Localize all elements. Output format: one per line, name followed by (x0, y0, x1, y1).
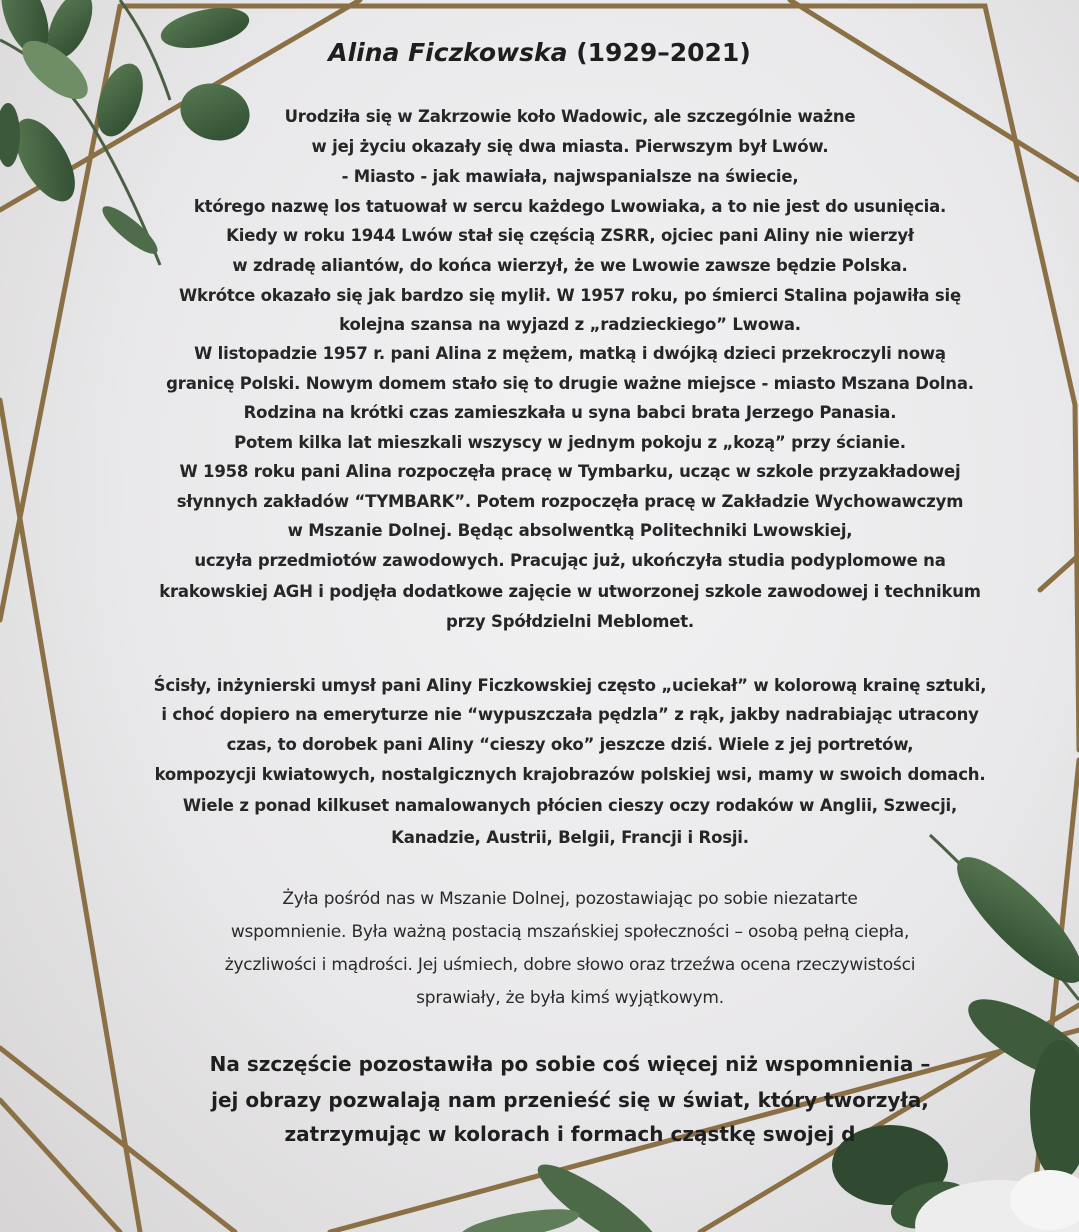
text-line: krakowskiej AGH i podjęła dodatkowe zajęcie w utworzonej szkole zawodowej i technikum (159, 582, 981, 601)
text-line: w jej życiu okazały się dwa miasta. Pierwszym był Lwów. (311, 137, 829, 156)
text-line: Wkrótce okazało się jak bardzo się mylił. W 1957 roku, po śmierci Stalina pojawiła się (179, 286, 961, 305)
text-line: Ścisły, inżynierski umysł pani Aliny Ficzkowskiej często „uciekał” w kolorową krainę sztuki, (153, 676, 987, 695)
text-line: - Miasto - jak mawiała, najwspanialsze na świecie, (341, 167, 799, 186)
text-line: zatrzymując w kolorach i formach cząstkę swojej d (284, 1122, 856, 1146)
text-line: w zdradę aliantów, do końca wierzył, że we Lwowie zawsze będzie Polska. (232, 256, 908, 275)
text-line: granicę Polski. Nowym domem stało się to drugie ważne miejsce - miasto Mszana Dolna. (166, 374, 974, 393)
text-line: uczyła przedmiotów zawodowych. Pracując już, ukończyła studia podyplomowe na (194, 551, 946, 570)
text-line: Na szczęście pozostawiła po sobie coś więcej niż wspomnienia – (209, 1052, 931, 1076)
text-line: życzliwości i mądrości. Jej uśmiech, dobre słowo oraz trzeźwa ocena rzeczywistości (224, 955, 916, 975)
text-line: Urodziła się w Zakrzowie koło Wadowic, ale szczególnie ważne (284, 107, 856, 126)
text-line: Kiedy w roku 1944 Lwów stał się częścią ZSRR, ojciec pani Aliny nie wierzył (226, 226, 914, 245)
text-line: czas, to dorobek pani Aliny “cieszy oko” jeszcze dziś. Wiele z jej portretów, (226, 735, 914, 754)
text-line: w Mszanie Dolnej. Będąc absolwentką Politechniki Lwowskiej, (287, 521, 853, 540)
text-line: Potem kilka lat mieszkali wszyscy w jednym pokoju z „kozą” przy ścianie. (234, 433, 906, 452)
text-line: W listopadzie 1957 r. pani Alina z mężem, matką i dwójką dzieci przekroczyli nową (194, 344, 946, 363)
text-line: sprawiały, że była kimś wyjątkowym. (416, 988, 724, 1008)
text-line: słynnych zakładów “TYMBARK”. Potem rozpoczęła pracę w Zakładzie Wychowawczym (176, 492, 964, 511)
text-line: Kanadzie, Austrii, Belgii, Francji i Rosji. (391, 828, 749, 847)
text-line: Żyła pośród nas w Mszanie Dolnej, pozostawiając po sobie niezatarte (282, 889, 858, 909)
text-line: i choć dopiero na emeryturze nie “wypuszczała pędzla” z rąk, jakby nadrabiając utracony (161, 705, 979, 724)
text-line: jej obrazy pozwalają nam przenieść się w świat, który tworzyła, (211, 1088, 929, 1112)
text-line: kompozycji kwiatowych, nostalgicznych krajobrazów polskiej wsi, mamy w swoich domach. (154, 765, 986, 784)
title-name: Alina Ficzkowska (328, 38, 568, 67)
text-line: Rodzina na krótki czas zamieszkała u syna babci brata Jerzego Panasia. (243, 403, 897, 422)
text-line: kolejna szansa na wyjazd z „radzieckiego” Lwowa. (339, 315, 801, 334)
page-title (0, 38, 1079, 67)
text-line: wspomnienie. Była ważną postacią mszańskiej społeczności – osobą pełną ciepła, (230, 922, 910, 942)
text-line: przy Spółdzielni Meblomet. (445, 612, 695, 631)
text-line: Wiele z ponad kilkuset namalowanych płócien cieszy oczy rodaków w Anglii, Szwecji, (182, 796, 958, 815)
text-line: W 1958 roku pani Alina rozpoczęła pracę w Tymbarku, ucząc w szkole przyzakładowej (179, 462, 961, 481)
title-years: (1929–2021) (576, 38, 751, 67)
text-line: którego nazwę los tatuował w sercu każdego Lwowiaka, a to nie jest do usunięcia. (193, 197, 947, 216)
